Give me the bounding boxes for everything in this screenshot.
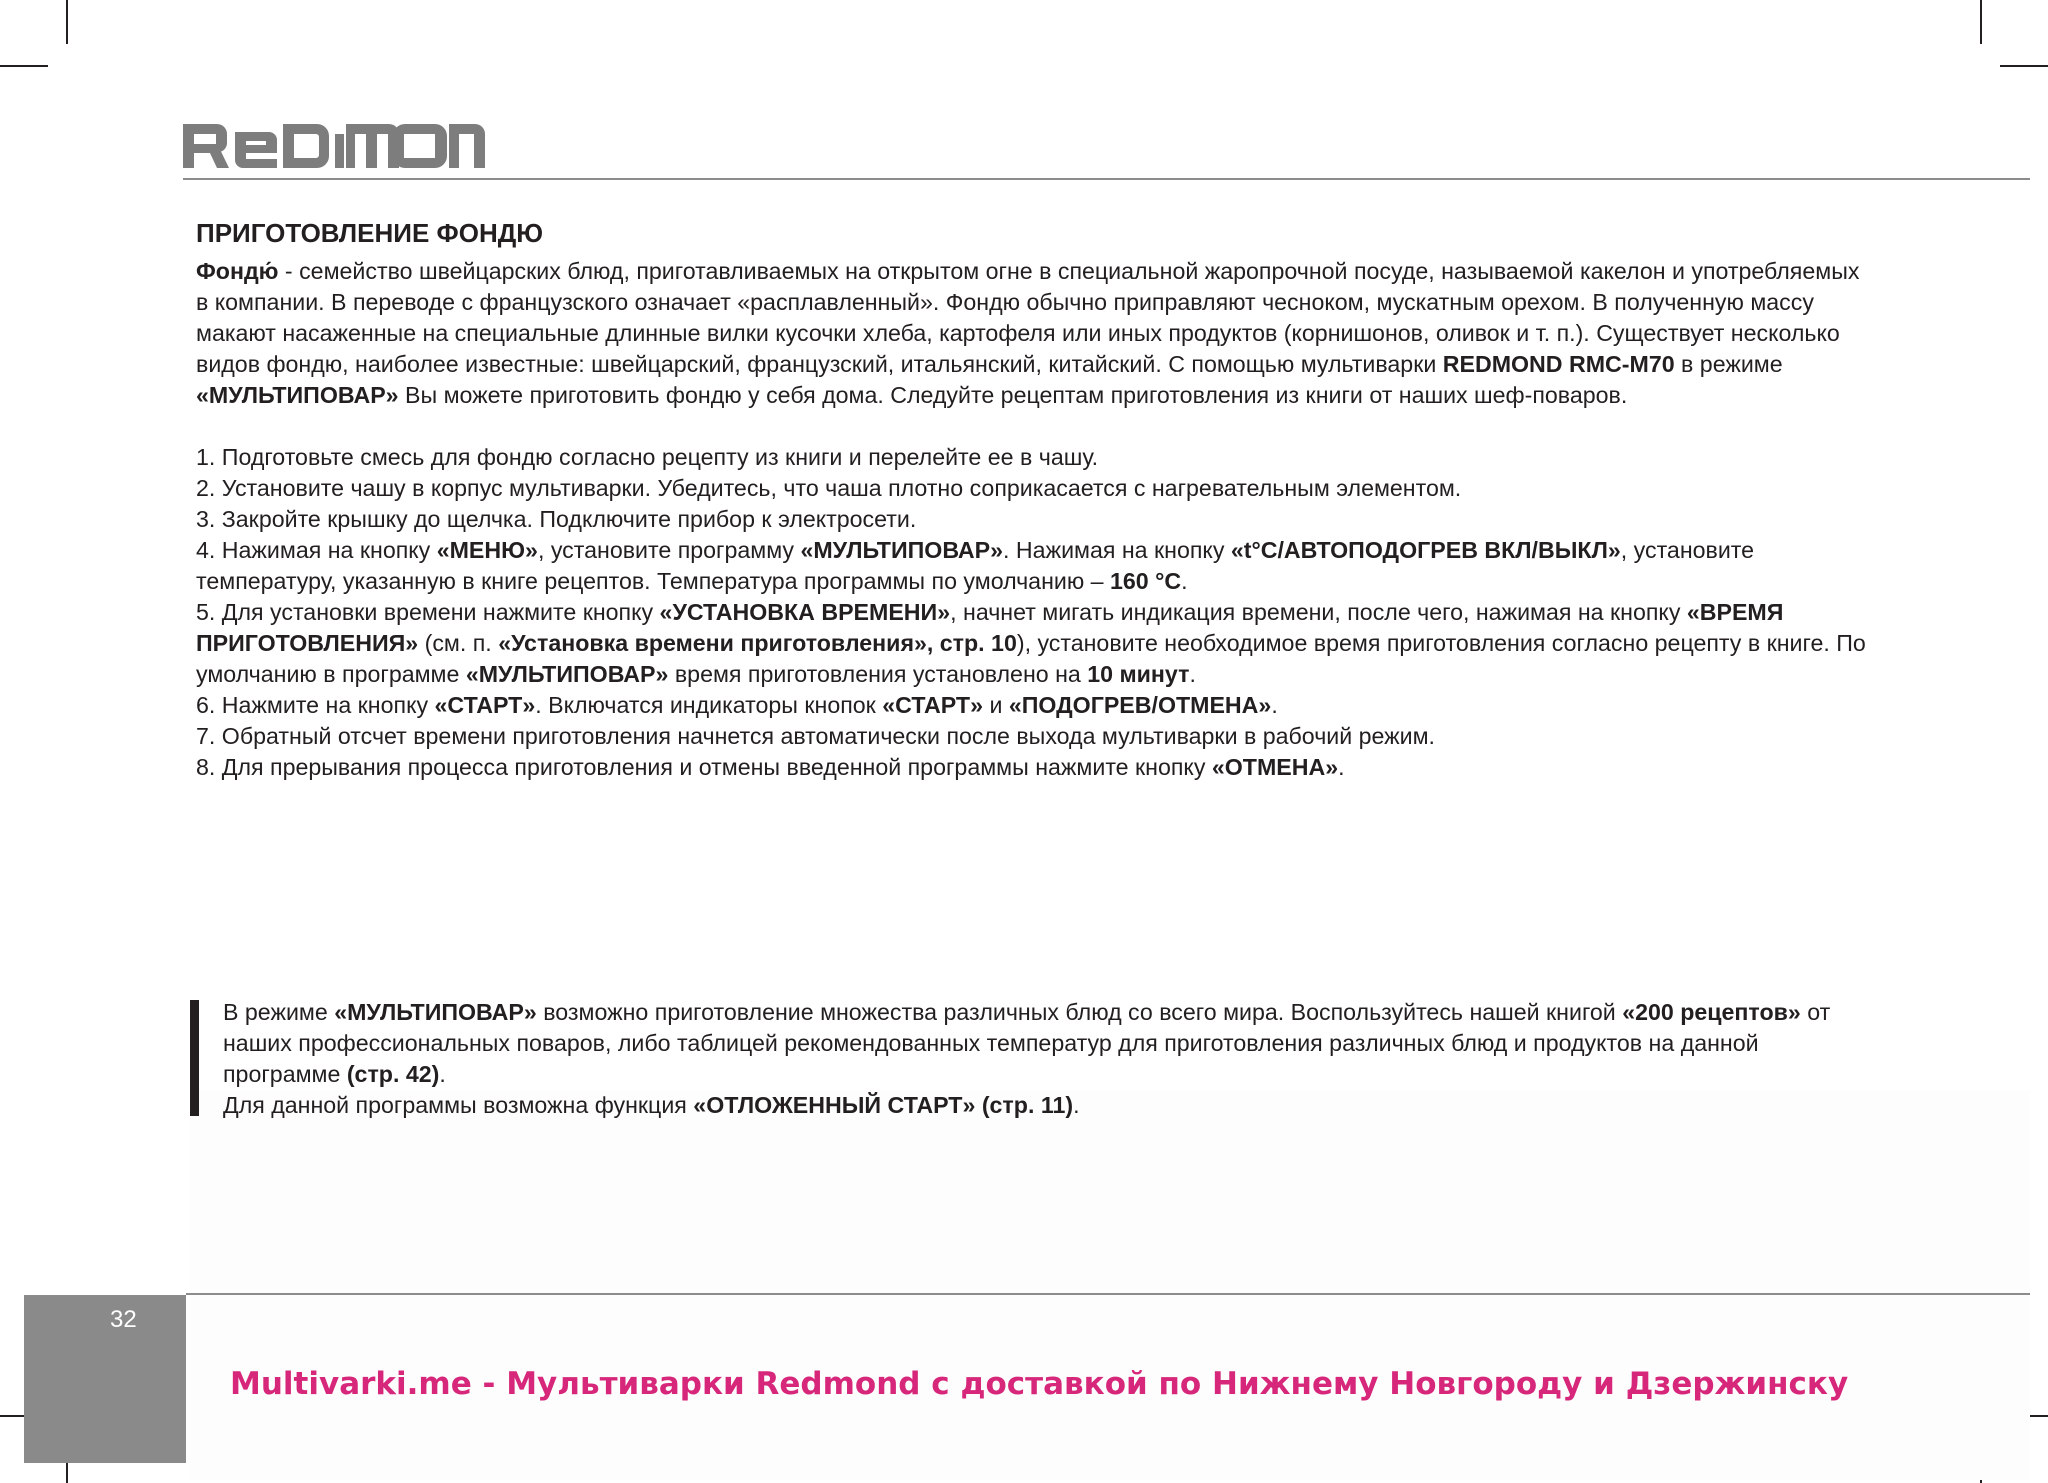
text-segment: - семейство швейцарских блюд, приготавливаемых на открытом огне в специальной жаропрочной посуде, называемой какелон и употребляемых в компании. В переводе с французского означает «расплавленный». Фондю обычно приправляют чесноком, мускатным орехом. В полученную массу макают насаженные на специальные длинные вилки кусочки хлеба, картофеля или иных продуктов (корнишонов, оливок и т. п.). Существует несколько видов фондю, наиболее известные: швейцарский, французский, итальянский, китайский. С помощью мультиварки xyxy=(196,258,1860,377)
text-segment: 3. Закройте крышку до щелчка. Подключите прибор к электросети. xyxy=(196,506,917,532)
step-item xyxy=(196,473,1866,504)
bold-text: Фондю́ xyxy=(196,258,279,284)
note-paragraph xyxy=(223,1090,1868,1121)
bold-text: (стр. 42) xyxy=(346,1061,440,1087)
bold-text: «СТАРТ» xyxy=(882,692,983,718)
bold-text: «МУЛЬТИПОВАР» xyxy=(465,661,669,687)
note-text xyxy=(223,997,1868,1121)
step-item xyxy=(196,442,1866,473)
text-segment: , начнет мигать индикация времени, после чего, нажимая на кнопку xyxy=(950,599,1687,625)
text-segment: возможно приготовление множества различных блюд со всего мира. Воспользуйтесь нашей книгой xyxy=(536,999,1623,1025)
text-segment: . Включатся индикаторы кнопок xyxy=(535,692,883,718)
note-bar xyxy=(190,1000,199,1116)
text-segment: 7. Обратный отсчет времени приготовления начнется автоматически после выхода мультиварки в рабочий режим. xyxy=(196,723,1435,749)
text-segment: . xyxy=(1073,1092,1080,1118)
bold-text: REDMOND RMC-M70 xyxy=(1442,351,1675,377)
main-content xyxy=(196,216,1866,783)
text-segment: . xyxy=(1338,754,1345,780)
bold-text: «МУЛЬТИПОВАР» xyxy=(800,537,1004,563)
step-item xyxy=(196,721,1866,752)
steps-list xyxy=(196,442,1866,783)
bold-text: «200 рецептов» xyxy=(1622,999,1801,1025)
text-segment: . Нажимая на кнопку xyxy=(1003,537,1231,563)
crop-mark xyxy=(2000,65,2048,67)
text-segment: Вы можете приготовить фондю у себя дома. Следуйте рецептам приготовления из книги от наших шеф-поваров. xyxy=(398,382,1628,408)
text-segment: 5. Для установки времени нажмите кнопку xyxy=(196,599,660,625)
bold-text: «МУЛЬТИПОВАР» xyxy=(196,382,399,408)
text-segment: Для данной программы возможна функция xyxy=(223,1092,694,1118)
footer-rule xyxy=(186,1293,2030,1295)
text-segment: В режиме xyxy=(223,999,335,1025)
text-segment: . xyxy=(439,1061,446,1087)
page-number-box xyxy=(24,1295,186,1463)
bold-text: 160 °C xyxy=(1110,568,1182,594)
bold-text: «МЕНЮ» xyxy=(436,537,538,563)
text-segment: 1. Подготовьте смесь для фондю согласно рецепту из книги и перелейте ее в чашу. xyxy=(196,444,1099,470)
step-item xyxy=(196,690,1866,721)
crop-mark xyxy=(66,0,68,44)
note-paragraph xyxy=(223,997,1868,1090)
bold-text: 10 минут xyxy=(1087,661,1190,687)
page-title: ПРИГОТОВЛЕНИЕ ФОНДЮ xyxy=(196,218,544,248)
crop-mark xyxy=(1980,0,1982,44)
step-item xyxy=(196,752,1866,783)
bold-text: «УСТАНОВКА ВРЕМЕНИ» xyxy=(659,599,951,625)
step-item xyxy=(196,597,1866,690)
text-segment: 4. Нажимая на кнопку xyxy=(196,537,437,563)
bold-text: «МУЛЬТИПОВАР» xyxy=(334,999,537,1025)
text-segment: 2. Установите чашу в корпус мультиварки. Убедитесь, что чаша плотно соприкасается с нагревательным элементом. xyxy=(196,475,1462,501)
redmond-logo xyxy=(183,124,485,168)
text-segment: ), установите необходимое время приготовления согласно рецепту в книге. По умолчанию в программе xyxy=(196,630,1866,687)
bold-text: «ПОДОГРЕВ/ОТМЕНА» xyxy=(1008,692,1272,718)
text-segment: в режиме xyxy=(1674,351,1783,377)
promo-banner[interactable]: Multivarki.me - Мультиварки Redmond с доставкой по Нижнему Новгороду и Дзержинску xyxy=(230,1366,1849,1402)
text-segment: . xyxy=(1189,661,1196,687)
bold-text: «ВРЕМЯ ПРИГОТОВЛЕНИЯ» xyxy=(196,599,1784,656)
step-item xyxy=(196,504,1866,535)
text-segment: , установите программу xyxy=(537,537,801,563)
bold-text: «ОТМЕНА» xyxy=(1211,754,1339,780)
bold-text: «СТАРТ» xyxy=(434,692,536,718)
text-segment: (см. п. xyxy=(418,630,499,656)
text-segment: от наших профессиональных поваров, либо таблицей рекомендованных температур для приготовления различных блюд и продуктов на данной программе xyxy=(223,999,1831,1087)
text-segment: время приготовления установлено на xyxy=(668,661,1088,687)
text-segment: 6. Нажмите на кнопку xyxy=(196,692,435,718)
page-number: 32 xyxy=(110,1306,137,1333)
header-rule xyxy=(183,178,2030,180)
footer-background xyxy=(190,1090,2030,1480)
text-segment: . xyxy=(1271,692,1278,718)
crop-mark xyxy=(0,65,48,67)
text-segment: . xyxy=(1181,568,1188,594)
bold-text: «Установка времени приготовления», стр. 10 xyxy=(498,630,1017,656)
bold-text: «ОТЛОЖЕННЫЙ СТАРТ» (стр. 11) xyxy=(693,1092,1074,1118)
intro-paragraph xyxy=(196,256,1866,411)
text-segment: и xyxy=(983,692,1009,718)
text-segment: 8. Для прерывания процесса приготовления и отмены введенной программы нажмите кнопку xyxy=(196,754,1212,780)
text-segment: , установите температуру, указанную в книге рецептов. Температура программы по умолчанию – xyxy=(196,537,1755,594)
step-item xyxy=(196,535,1866,597)
bold-text: «t°C/АВТОПОДОГРЕВ ВКЛ/ВЫКЛ» xyxy=(1230,537,1621,563)
